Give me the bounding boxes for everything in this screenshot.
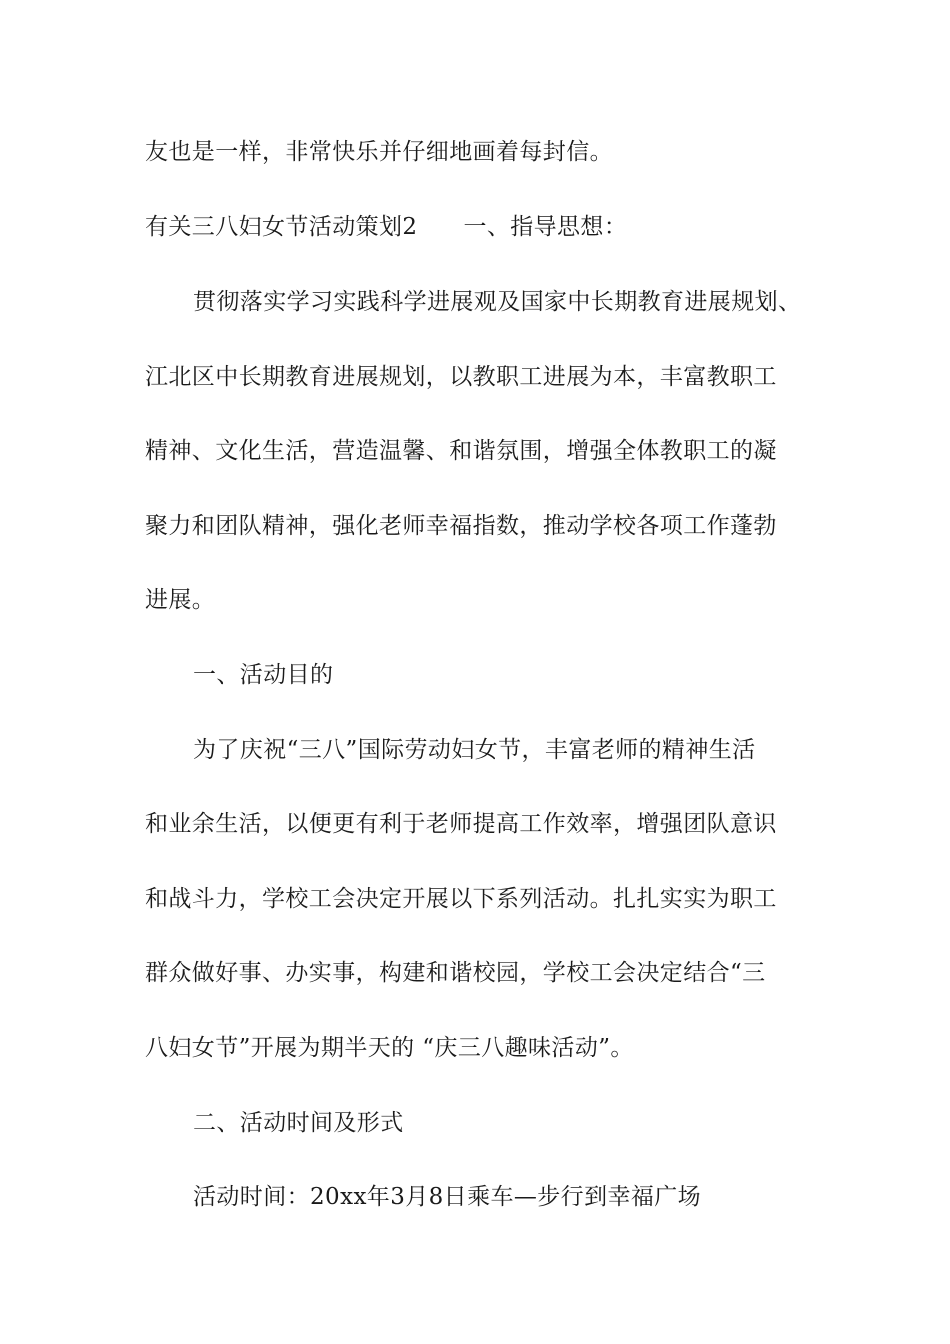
paragraph-line: 精神、文化生活，营造温馨、和谐氛围，增强全体教职工的凝 [145,438,777,464]
paragraph-line: 进展。 [145,587,216,613]
heading-guiding-thought: 一、指导思想： [463,214,628,240]
paragraph-line: 为了庆祝“三八”国际劳动妇女节，丰富老师的精神生活 [193,737,756,763]
paragraph-line: 群众做好事、办实事，构建和谐校园，学校工会决定结合“三 [145,960,766,986]
heading-activity-time: 二、活动时间及形式 [193,1110,404,1136]
paragraph-line: 江北区中长期教育进展规划，以教职工进展为本，丰富教职工 [145,364,777,390]
heading-activity-purpose: 一、活动目的 [193,662,334,688]
section-title: 有关三八妇女节活动策划2 [145,214,418,240]
paragraph-continuation: 友也是一样，非常快乐并仔细地画着每封信。 [145,139,613,165]
title-line [145,212,845,242]
paragraph-line: 活动时间：20xx年3月8日乘车—步行到幸福广场 [193,1184,702,1210]
paragraph-line: 和战斗力，学校工会决定开展以下系列活动。扎扎实实为职工 [145,886,777,912]
paragraph-line: 聚力和团队精神，强化老师幸福指数，推动学校各项工作蓬勃 [145,513,777,539]
paragraph-line: 和业余生活，以便更有利于老师提高工作效率，增强团队意识 [145,811,777,837]
paragraph-line: 八妇女节”开展为期半天的 “庆三八趣味活动”。 [145,1035,634,1061]
paragraph-line: 贯彻落实学习实践科学进展观及国家中长期教育进展规划、 [193,289,802,315]
